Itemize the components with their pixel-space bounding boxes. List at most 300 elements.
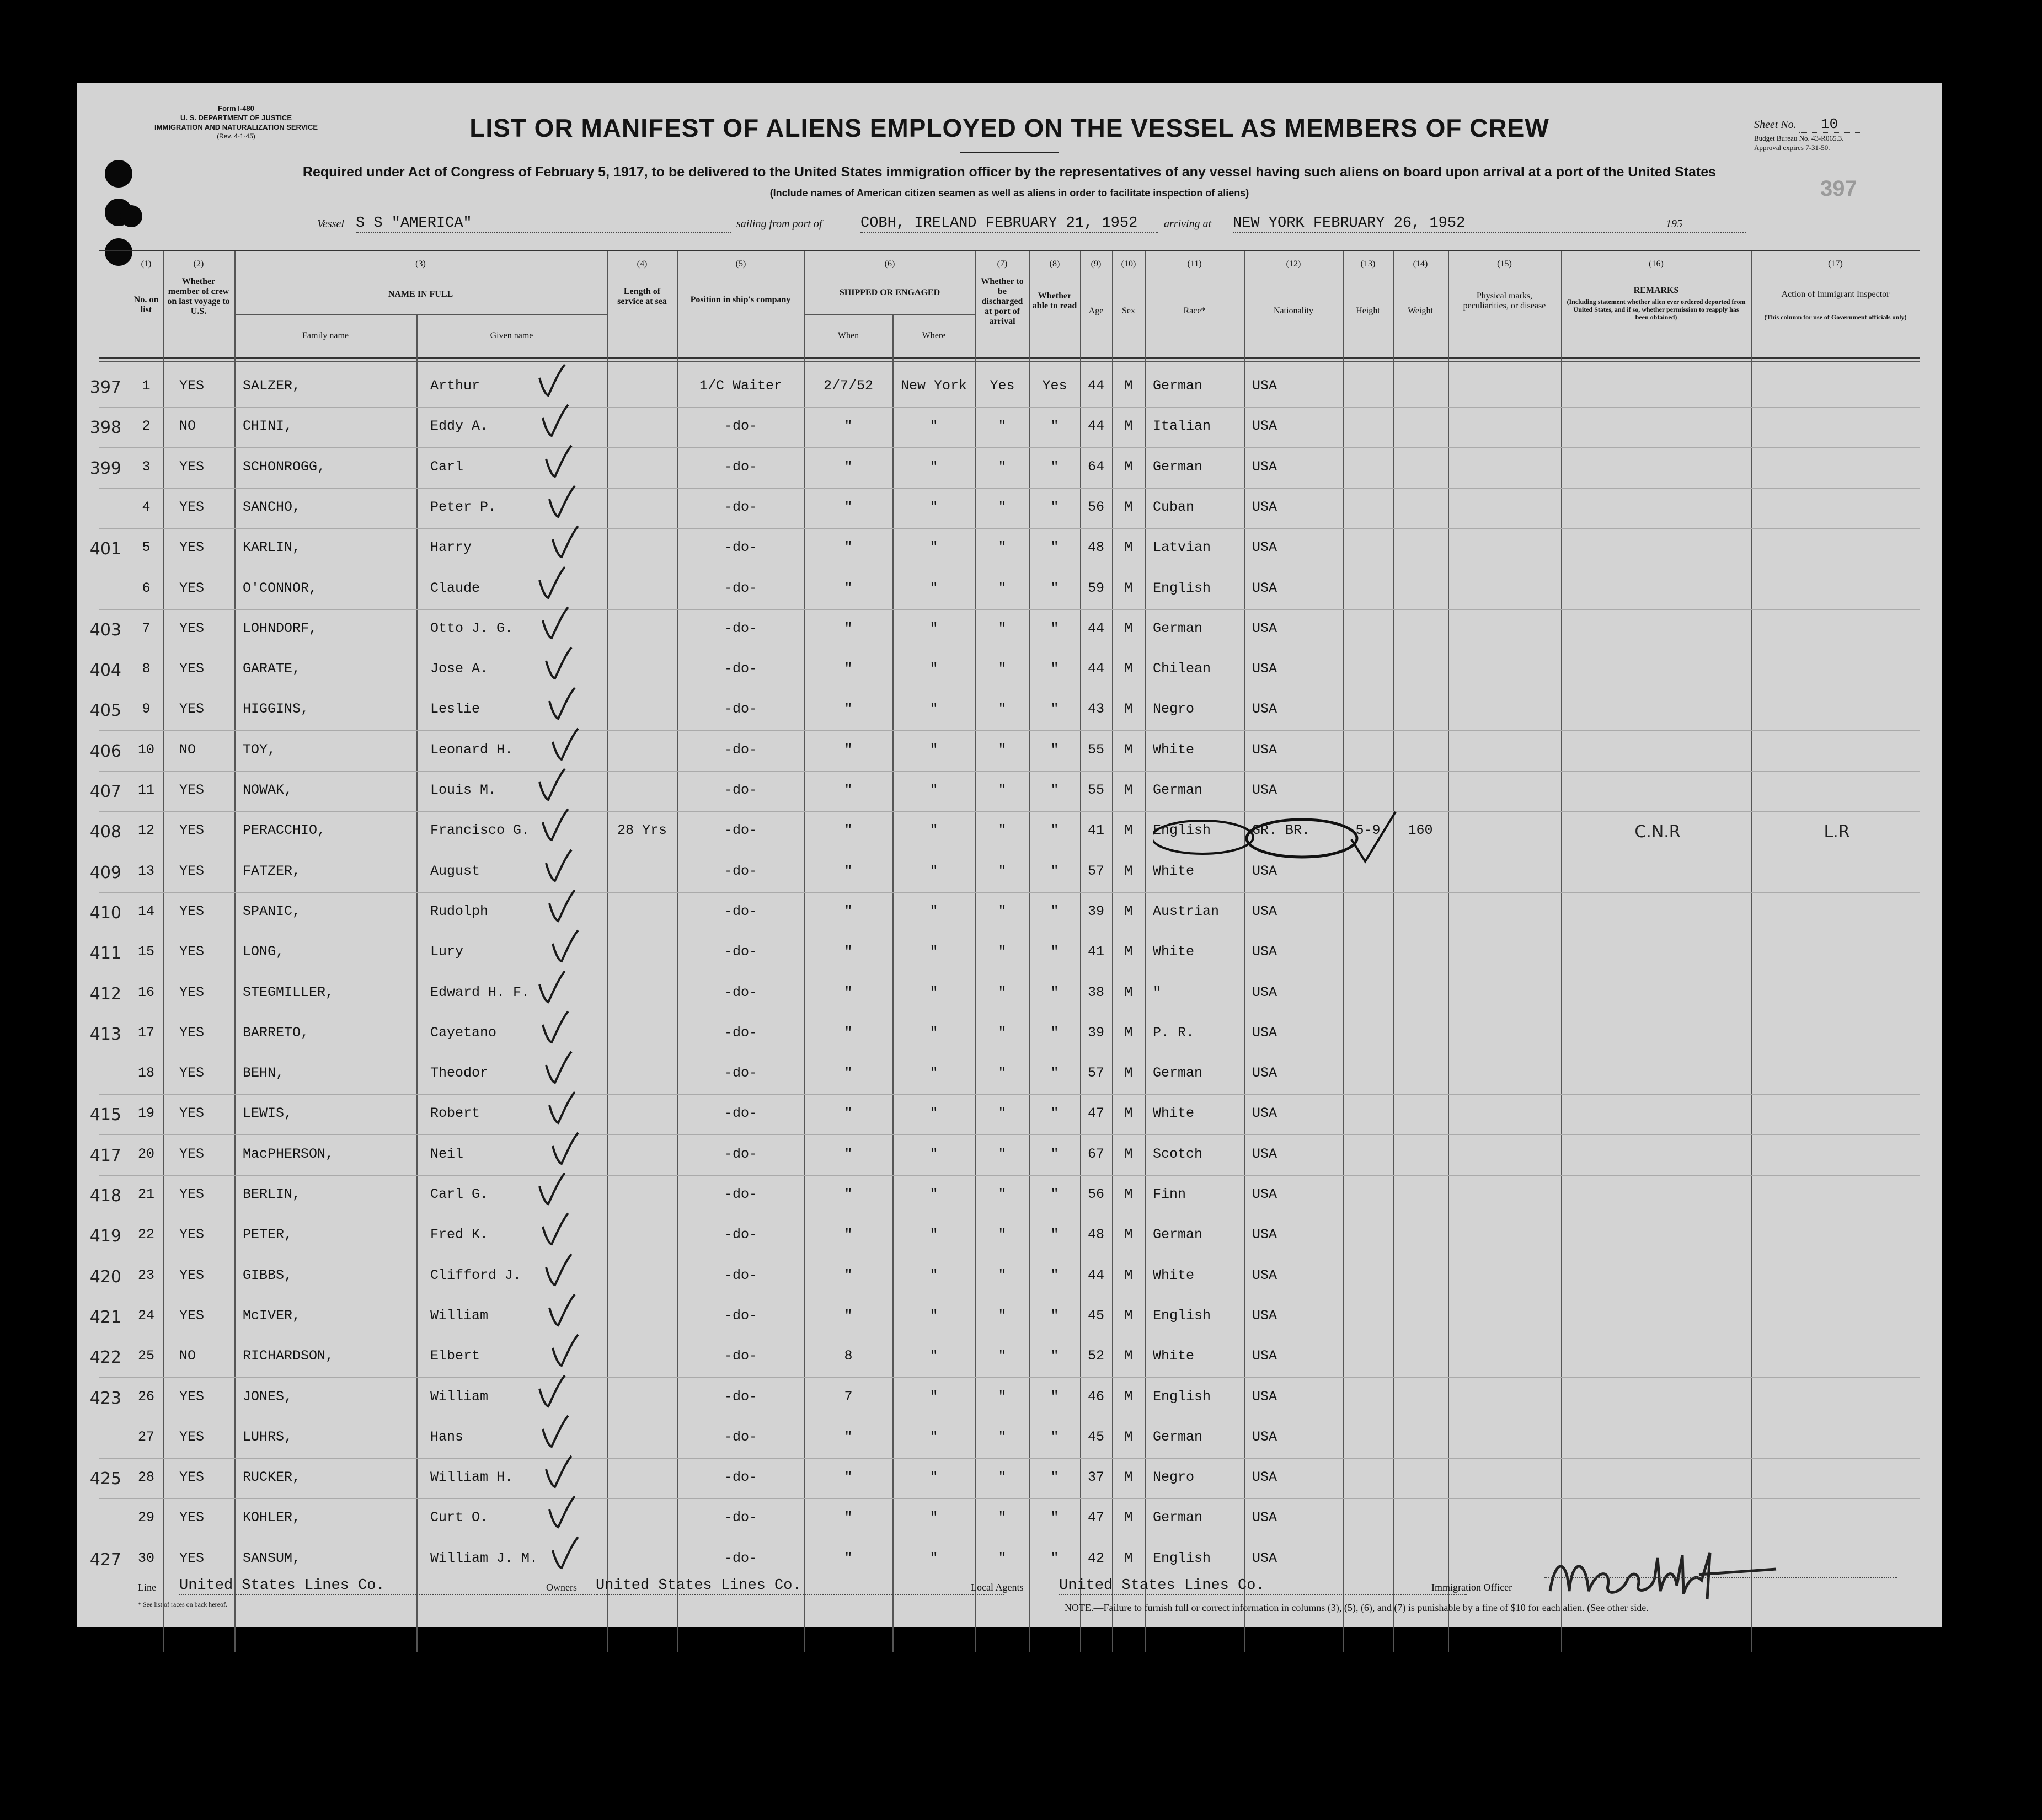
to-be-discharged: " bbox=[998, 1024, 1007, 1041]
shipped-when: " bbox=[844, 1065, 853, 1082]
position: -do- bbox=[724, 1267, 757, 1283]
given-name: Fred K. bbox=[430, 1227, 489, 1243]
nationality: USA bbox=[1252, 1065, 1277, 1082]
able-to-read: " bbox=[1050, 984, 1059, 1000]
given-name: Arthur bbox=[430, 378, 480, 394]
local-agents-label: Local Agents bbox=[971, 1582, 1024, 1593]
ledger-number: 403 bbox=[89, 620, 121, 640]
nationality: USA bbox=[1252, 1428, 1277, 1445]
shipped-when: " bbox=[844, 539, 853, 556]
immigration-officer-line bbox=[1544, 1577, 1897, 1578]
col-number: (12) bbox=[1286, 259, 1301, 269]
col-number: (14) bbox=[1413, 259, 1428, 269]
list-number: 18 bbox=[137, 1065, 154, 1082]
age: 46 bbox=[1087, 1388, 1104, 1405]
able-to-read: " bbox=[1050, 499, 1059, 515]
last-voyage: YES bbox=[179, 984, 205, 1000]
last-voyage: YES bbox=[179, 822, 205, 839]
age: 47 bbox=[1087, 1105, 1104, 1122]
name-sub-rule bbox=[234, 314, 607, 315]
last-voyage: YES bbox=[179, 1469, 205, 1486]
age: 56 bbox=[1087, 499, 1104, 515]
last-voyage: YES bbox=[179, 1428, 205, 1445]
list-number: 28 bbox=[137, 1469, 154, 1486]
able-to-read: " bbox=[1050, 1145, 1059, 1162]
sex: M bbox=[1124, 822, 1133, 839]
row-rule bbox=[99, 1094, 1920, 1095]
row-rule bbox=[99, 811, 1920, 812]
row-rule bbox=[99, 528, 1920, 529]
sex: M bbox=[1124, 1186, 1133, 1202]
check-mark-icon bbox=[535, 968, 568, 1007]
family-name: GIBBS, bbox=[243, 1267, 293, 1283]
last-voyage: YES bbox=[179, 1307, 205, 1324]
row-rule bbox=[99, 488, 1920, 489]
family-name: KOHLER, bbox=[243, 1509, 301, 1526]
shipped-when: " bbox=[844, 1550, 853, 1566]
able-to-read: " bbox=[1050, 903, 1059, 919]
age: 52 bbox=[1087, 1348, 1104, 1364]
header-discharged: Whether to be discharged at port of arrival bbox=[981, 277, 1024, 326]
shipped-where: " bbox=[929, 1509, 938, 1526]
sex: M bbox=[1124, 1227, 1133, 1243]
ledger-number: 401 bbox=[89, 539, 121, 559]
ledger-number: 412 bbox=[89, 984, 121, 1004]
nationality: USA bbox=[1252, 701, 1277, 718]
check-mark-icon bbox=[535, 361, 568, 400]
race: German bbox=[1153, 378, 1203, 394]
sex: M bbox=[1124, 499, 1133, 515]
check-mark-icon bbox=[542, 1453, 575, 1491]
shipped-when: " bbox=[844, 822, 853, 839]
check-mark-icon bbox=[545, 483, 578, 521]
col-number: (10) bbox=[1121, 259, 1136, 269]
able-to-read: " bbox=[1050, 1348, 1059, 1364]
position: -do- bbox=[724, 1024, 757, 1041]
col-number: (4) bbox=[637, 259, 648, 269]
header-length-of-service: Length of service at sea bbox=[617, 287, 667, 306]
sex: M bbox=[1124, 741, 1133, 758]
nationality: USA bbox=[1252, 499, 1277, 515]
sex: M bbox=[1124, 1267, 1133, 1283]
shipped-when: " bbox=[844, 1145, 853, 1162]
list-number: 2 bbox=[142, 418, 151, 435]
last-voyage: YES bbox=[179, 1227, 205, 1243]
given-name: Francisco G. bbox=[430, 822, 530, 839]
sex: M bbox=[1124, 620, 1133, 636]
ledger-number: 421 bbox=[89, 1307, 121, 1327]
list-number: 11 bbox=[137, 782, 154, 798]
nationality: USA bbox=[1252, 741, 1277, 758]
col-number: (5) bbox=[735, 259, 746, 269]
nationality: USA bbox=[1252, 1550, 1277, 1566]
page-stamp: 397 bbox=[1820, 176, 1857, 201]
check-mark-icon bbox=[545, 887, 578, 925]
race: German bbox=[1153, 620, 1203, 636]
shipped-where: New York bbox=[900, 378, 967, 394]
list-number: 20 bbox=[137, 1145, 154, 1162]
shipped-when: " bbox=[844, 741, 853, 758]
given-name: Neil bbox=[430, 1145, 464, 1162]
ledger-number: 425 bbox=[89, 1469, 121, 1489]
line-label: Line bbox=[138, 1582, 156, 1593]
nationality: USA bbox=[1252, 539, 1277, 556]
nationality: USA bbox=[1252, 1307, 1277, 1324]
shipped-where: " bbox=[929, 1267, 938, 1283]
position: -do- bbox=[724, 1145, 757, 1162]
family-name: STEGMILLER, bbox=[243, 984, 334, 1000]
list-number: 8 bbox=[142, 661, 151, 677]
sailing-label: sailing from port of bbox=[736, 218, 822, 230]
header-bottom-rule-2 bbox=[99, 361, 1920, 362]
immigration-officer-label: Immigration Officer bbox=[1431, 1582, 1512, 1593]
family-name: LONG, bbox=[243, 944, 285, 960]
list-number: 15 bbox=[137, 944, 154, 960]
manifest-subtitle: Required under Act of Congress of February 5, 1917, to be delivered to the United States immigration officer by the representatives of any vessel having such aliens on board upon arrival at a port of the United States bbox=[302, 164, 1717, 180]
header-age: Age bbox=[1088, 306, 1104, 315]
given-name: William H. bbox=[430, 1469, 514, 1486]
row-rule bbox=[99, 609, 1920, 610]
nationality: USA bbox=[1252, 1469, 1277, 1486]
line-value: United States Lines Co. bbox=[179, 1577, 598, 1595]
given-name: William bbox=[430, 1307, 489, 1324]
check-mark-icon bbox=[548, 1331, 581, 1370]
list-number: 23 bbox=[137, 1267, 154, 1283]
age: 57 bbox=[1087, 1065, 1104, 1082]
row-rule bbox=[99, 407, 1920, 408]
ledger-number: 410 bbox=[89, 903, 121, 923]
able-to-read: " bbox=[1050, 661, 1059, 677]
check-mark-icon bbox=[545, 684, 578, 723]
position: -do- bbox=[724, 863, 757, 879]
given-name: Clifford J. bbox=[430, 1267, 522, 1283]
col-number: (6) bbox=[884, 259, 895, 269]
to-be-discharged: " bbox=[998, 903, 1007, 919]
col-divider bbox=[1343, 251, 1344, 1652]
form-identifier: Form I-480 U. S. DEPARTMENT OF JUSTICE IMMIGRATION AND NATURALIZATION SERVICE (Rev. 4-1-45) bbox=[154, 104, 318, 140]
age: 44 bbox=[1087, 620, 1104, 636]
col-number: (16) bbox=[1649, 259, 1664, 269]
shipped-where: " bbox=[929, 741, 938, 758]
family-name: LUHRS, bbox=[243, 1428, 293, 1445]
shipped-when: " bbox=[844, 701, 853, 718]
shipped-where: " bbox=[929, 1307, 938, 1324]
position: -do- bbox=[724, 1186, 757, 1202]
list-number: 21 bbox=[137, 1186, 154, 1202]
last-voyage: NO bbox=[179, 741, 196, 758]
family-name: NOWAK, bbox=[243, 782, 293, 798]
nationality: USA bbox=[1252, 661, 1277, 677]
check-mark-icon bbox=[548, 1130, 581, 1168]
row-rule bbox=[99, 771, 1920, 772]
sex: M bbox=[1124, 1105, 1133, 1122]
position: -do- bbox=[724, 903, 757, 919]
given-name: Louis M. bbox=[430, 782, 497, 798]
given-name: William J. M. bbox=[430, 1550, 538, 1566]
shipped-when: " bbox=[844, 661, 853, 677]
ledger-number: 408 bbox=[89, 822, 121, 842]
row-rule bbox=[99, 730, 1920, 731]
position: -do- bbox=[724, 580, 757, 596]
age: 39 bbox=[1087, 903, 1104, 919]
last-voyage: YES bbox=[179, 378, 205, 394]
ledger-number: 417 bbox=[89, 1145, 121, 1165]
shipped-where: " bbox=[929, 1348, 938, 1364]
ledger-number: 418 bbox=[89, 1186, 121, 1206]
shipped-when: " bbox=[844, 984, 853, 1000]
header-action-note: (This column for use of Government officials only) bbox=[1764, 313, 1907, 321]
shipped-when: " bbox=[844, 1186, 853, 1202]
race: White bbox=[1153, 944, 1195, 960]
header-family-name: Family name bbox=[302, 331, 349, 340]
able-to-read: " bbox=[1050, 418, 1059, 435]
col-number: (17) bbox=[1828, 259, 1843, 269]
age: 43 bbox=[1087, 701, 1104, 718]
family-name: CHINI, bbox=[243, 418, 293, 435]
family-name: BARRETO, bbox=[243, 1024, 309, 1041]
race: English bbox=[1153, 1307, 1211, 1324]
to-be-discharged: " bbox=[998, 1509, 1007, 1526]
able-to-read: " bbox=[1050, 1227, 1059, 1243]
shipped-where: " bbox=[929, 944, 938, 960]
able-to-read: " bbox=[1050, 944, 1059, 960]
shipped-where: " bbox=[929, 580, 938, 596]
budget-bureau-info: Budget Bureau No. 43-R065.3. Approval expires 7-31-50. bbox=[1754, 134, 1844, 152]
last-voyage: YES bbox=[179, 1105, 205, 1122]
header-bottom-rule bbox=[99, 357, 1920, 359]
last-voyage: YES bbox=[179, 1065, 205, 1082]
given-name: Claude bbox=[430, 580, 480, 596]
given-name: Carl bbox=[430, 458, 464, 475]
able-to-read: " bbox=[1050, 863, 1059, 879]
sex: M bbox=[1124, 1348, 1133, 1364]
position: -do- bbox=[724, 1307, 757, 1324]
race: Negro bbox=[1153, 1469, 1195, 1486]
inspector-action: L.R bbox=[1824, 822, 1850, 842]
sex: M bbox=[1124, 378, 1133, 394]
penalty-note: NOTE.—Failure to furnish full or correct information in columns (3), (5), (6), and (7) is punishable by a fine of $10 for each alien. (See other side. bbox=[1065, 1602, 1649, 1613]
age: 45 bbox=[1087, 1307, 1104, 1324]
ledger-number: 427 bbox=[89, 1550, 121, 1570]
check-mark-icon bbox=[542, 442, 575, 481]
family-name: BEHN, bbox=[243, 1065, 285, 1082]
col-divider bbox=[607, 251, 608, 1652]
check-mark-icon bbox=[538, 402, 571, 440]
list-number: 26 bbox=[137, 1388, 154, 1405]
to-be-discharged: " bbox=[998, 1227, 1007, 1243]
given-name: Carl G. bbox=[430, 1186, 489, 1202]
header-sex: Sex bbox=[1122, 306, 1135, 315]
sex: M bbox=[1124, 1428, 1133, 1445]
header-nationality: Nationality bbox=[1274, 306, 1313, 315]
able-to-read: " bbox=[1050, 1024, 1059, 1041]
last-voyage: YES bbox=[179, 620, 205, 636]
sex: M bbox=[1124, 984, 1133, 1000]
to-be-discharged: " bbox=[998, 1145, 1007, 1162]
sex: M bbox=[1124, 539, 1133, 556]
race: White bbox=[1153, 1105, 1195, 1122]
shipped-where: " bbox=[929, 620, 938, 636]
able-to-read: " bbox=[1050, 580, 1059, 596]
age: 42 bbox=[1087, 1550, 1104, 1566]
family-name: MacPHERSON, bbox=[243, 1145, 334, 1162]
ledger-number: 415 bbox=[89, 1105, 121, 1125]
shipped-where: " bbox=[929, 1065, 938, 1082]
ledger-number: 422 bbox=[89, 1348, 121, 1368]
list-number: 9 bbox=[142, 701, 151, 718]
position: -do- bbox=[724, 701, 757, 718]
nationality: USA bbox=[1252, 1388, 1277, 1405]
sex: M bbox=[1124, 1145, 1133, 1162]
vessel-name: S S "AMERICA" bbox=[356, 215, 731, 233]
shipped-when: " bbox=[844, 1105, 853, 1122]
age: 57 bbox=[1087, 863, 1104, 879]
last-voyage: YES bbox=[179, 458, 205, 475]
to-be-discharged: " bbox=[998, 1267, 1007, 1283]
given-name: William bbox=[430, 1388, 489, 1405]
ledger-number: 411 bbox=[89, 944, 121, 963]
race: White bbox=[1153, 1267, 1195, 1283]
shipped-when: 2/7/52 bbox=[823, 378, 873, 394]
to-be-discharged: " bbox=[998, 1186, 1007, 1202]
age: 67 bbox=[1087, 1145, 1104, 1162]
race: Cuban bbox=[1153, 499, 1195, 515]
shipped-where: " bbox=[929, 1024, 938, 1041]
nationality: USA bbox=[1252, 620, 1277, 636]
sex: M bbox=[1124, 580, 1133, 596]
list-number: 17 bbox=[137, 1024, 154, 1041]
shipped-when: " bbox=[844, 903, 853, 919]
year-suffix: 195 bbox=[1666, 218, 1682, 230]
family-name: LOHNDORF, bbox=[243, 620, 318, 636]
to-be-discharged: " bbox=[998, 782, 1007, 798]
shipped-where: " bbox=[929, 984, 938, 1000]
header-when: When bbox=[837, 331, 859, 340]
col-divider bbox=[1244, 251, 1245, 1652]
last-voyage: YES bbox=[179, 1267, 205, 1283]
list-number: 4 bbox=[142, 499, 151, 515]
position: -do- bbox=[724, 944, 757, 960]
to-be-discharged: " bbox=[998, 620, 1007, 636]
ledger-number: 397 bbox=[89, 378, 121, 397]
col-divider bbox=[1393, 251, 1394, 1652]
ledger-number: 419 bbox=[89, 1227, 121, 1246]
given-name: Lury bbox=[430, 944, 464, 960]
to-be-discharged: " bbox=[998, 539, 1007, 556]
shipped-where: " bbox=[929, 1428, 938, 1445]
age: 64 bbox=[1087, 458, 1104, 475]
sex: M bbox=[1124, 418, 1133, 435]
shipped-when: " bbox=[844, 1469, 853, 1486]
race: Austrian bbox=[1153, 903, 1220, 919]
sex: M bbox=[1124, 782, 1133, 798]
sex: M bbox=[1124, 903, 1133, 919]
position: -do- bbox=[724, 661, 757, 677]
list-number: 12 bbox=[137, 822, 154, 839]
list-number: 1 bbox=[142, 378, 151, 394]
race: P. R. bbox=[1153, 1024, 1195, 1041]
shipped-when: " bbox=[844, 1227, 853, 1243]
list-number: 3 bbox=[142, 458, 151, 475]
ledger-number: 413 bbox=[89, 1024, 121, 1044]
last-voyage: YES bbox=[179, 863, 205, 879]
given-name: Theodor bbox=[430, 1065, 489, 1082]
punch-hole bbox=[120, 205, 142, 227]
check-mark-icon bbox=[542, 1048, 575, 1087]
header-action-inspector: Action of Immigrant Inspector bbox=[1781, 290, 1890, 299]
position: 1/C Waiter bbox=[699, 378, 783, 394]
family-name: McIVER, bbox=[243, 1307, 301, 1324]
sex: M bbox=[1124, 1509, 1133, 1526]
to-be-discharged: " bbox=[998, 418, 1007, 435]
shipped-where: " bbox=[929, 701, 938, 718]
nationality: USA bbox=[1252, 1509, 1277, 1526]
able-to-read: " bbox=[1050, 1550, 1059, 1566]
shipped-where: " bbox=[929, 1227, 938, 1243]
check-mark-icon bbox=[548, 523, 581, 561]
ledger-number: 405 bbox=[89, 701, 121, 721]
given-name: Jose A. bbox=[430, 661, 489, 677]
shipped-when: " bbox=[844, 1428, 853, 1445]
race: Scotch bbox=[1153, 1145, 1203, 1162]
position: -do- bbox=[724, 1388, 757, 1405]
age: 38 bbox=[1087, 984, 1104, 1000]
able-to-read: " bbox=[1050, 1065, 1059, 1082]
header-weight: Weight bbox=[1408, 306, 1433, 315]
row-rule bbox=[99, 1498, 1920, 1499]
header-where: Where bbox=[922, 331, 946, 340]
shipped-where: " bbox=[929, 539, 938, 556]
last-voyage: YES bbox=[179, 580, 205, 596]
shipped-where: " bbox=[929, 1186, 938, 1202]
shipped-where: " bbox=[929, 1469, 938, 1486]
col-number: (13) bbox=[1360, 259, 1376, 269]
to-be-discharged: " bbox=[998, 944, 1007, 960]
circled-annotations bbox=[1153, 806, 1456, 867]
shipped-when: " bbox=[844, 580, 853, 596]
header-race: Race* bbox=[1183, 306, 1206, 315]
to-be-discharged: " bbox=[998, 863, 1007, 879]
shipped-where: " bbox=[929, 863, 938, 879]
to-be-discharged: " bbox=[998, 661, 1007, 677]
col-number: (11) bbox=[1187, 259, 1202, 269]
header-height: Height bbox=[1356, 306, 1380, 315]
check-mark-icon bbox=[535, 564, 568, 602]
check-mark-icon bbox=[542, 847, 575, 885]
race: White bbox=[1153, 1348, 1195, 1364]
nationality: USA bbox=[1252, 984, 1277, 1000]
manifest-title: LIST OR MANIFEST OF ALIENS EMPLOYED ON THE VESSEL AS MEMBERS OF CREW bbox=[469, 114, 1549, 142]
shipped-where: " bbox=[929, 782, 938, 798]
family-name: FATZER, bbox=[243, 863, 301, 879]
family-name: RICHARDSON, bbox=[243, 1348, 334, 1364]
to-be-discharged: " bbox=[998, 1469, 1007, 1486]
age: 59 bbox=[1087, 580, 1104, 596]
list-number: 22 bbox=[137, 1227, 154, 1243]
able-to-read: " bbox=[1050, 741, 1059, 758]
family-name: SANSUM, bbox=[243, 1550, 301, 1566]
check-mark-icon bbox=[535, 1170, 568, 1208]
nationality: USA bbox=[1252, 782, 1277, 798]
check-mark-icon bbox=[535, 1372, 568, 1411]
position: -do- bbox=[724, 1105, 757, 1122]
age: 48 bbox=[1087, 1227, 1104, 1243]
check-mark-icon bbox=[538, 1412, 571, 1451]
col-number: (3) bbox=[415, 259, 426, 269]
sex: M bbox=[1124, 863, 1133, 879]
list-number: 6 bbox=[142, 580, 151, 596]
race: German bbox=[1153, 1428, 1203, 1445]
